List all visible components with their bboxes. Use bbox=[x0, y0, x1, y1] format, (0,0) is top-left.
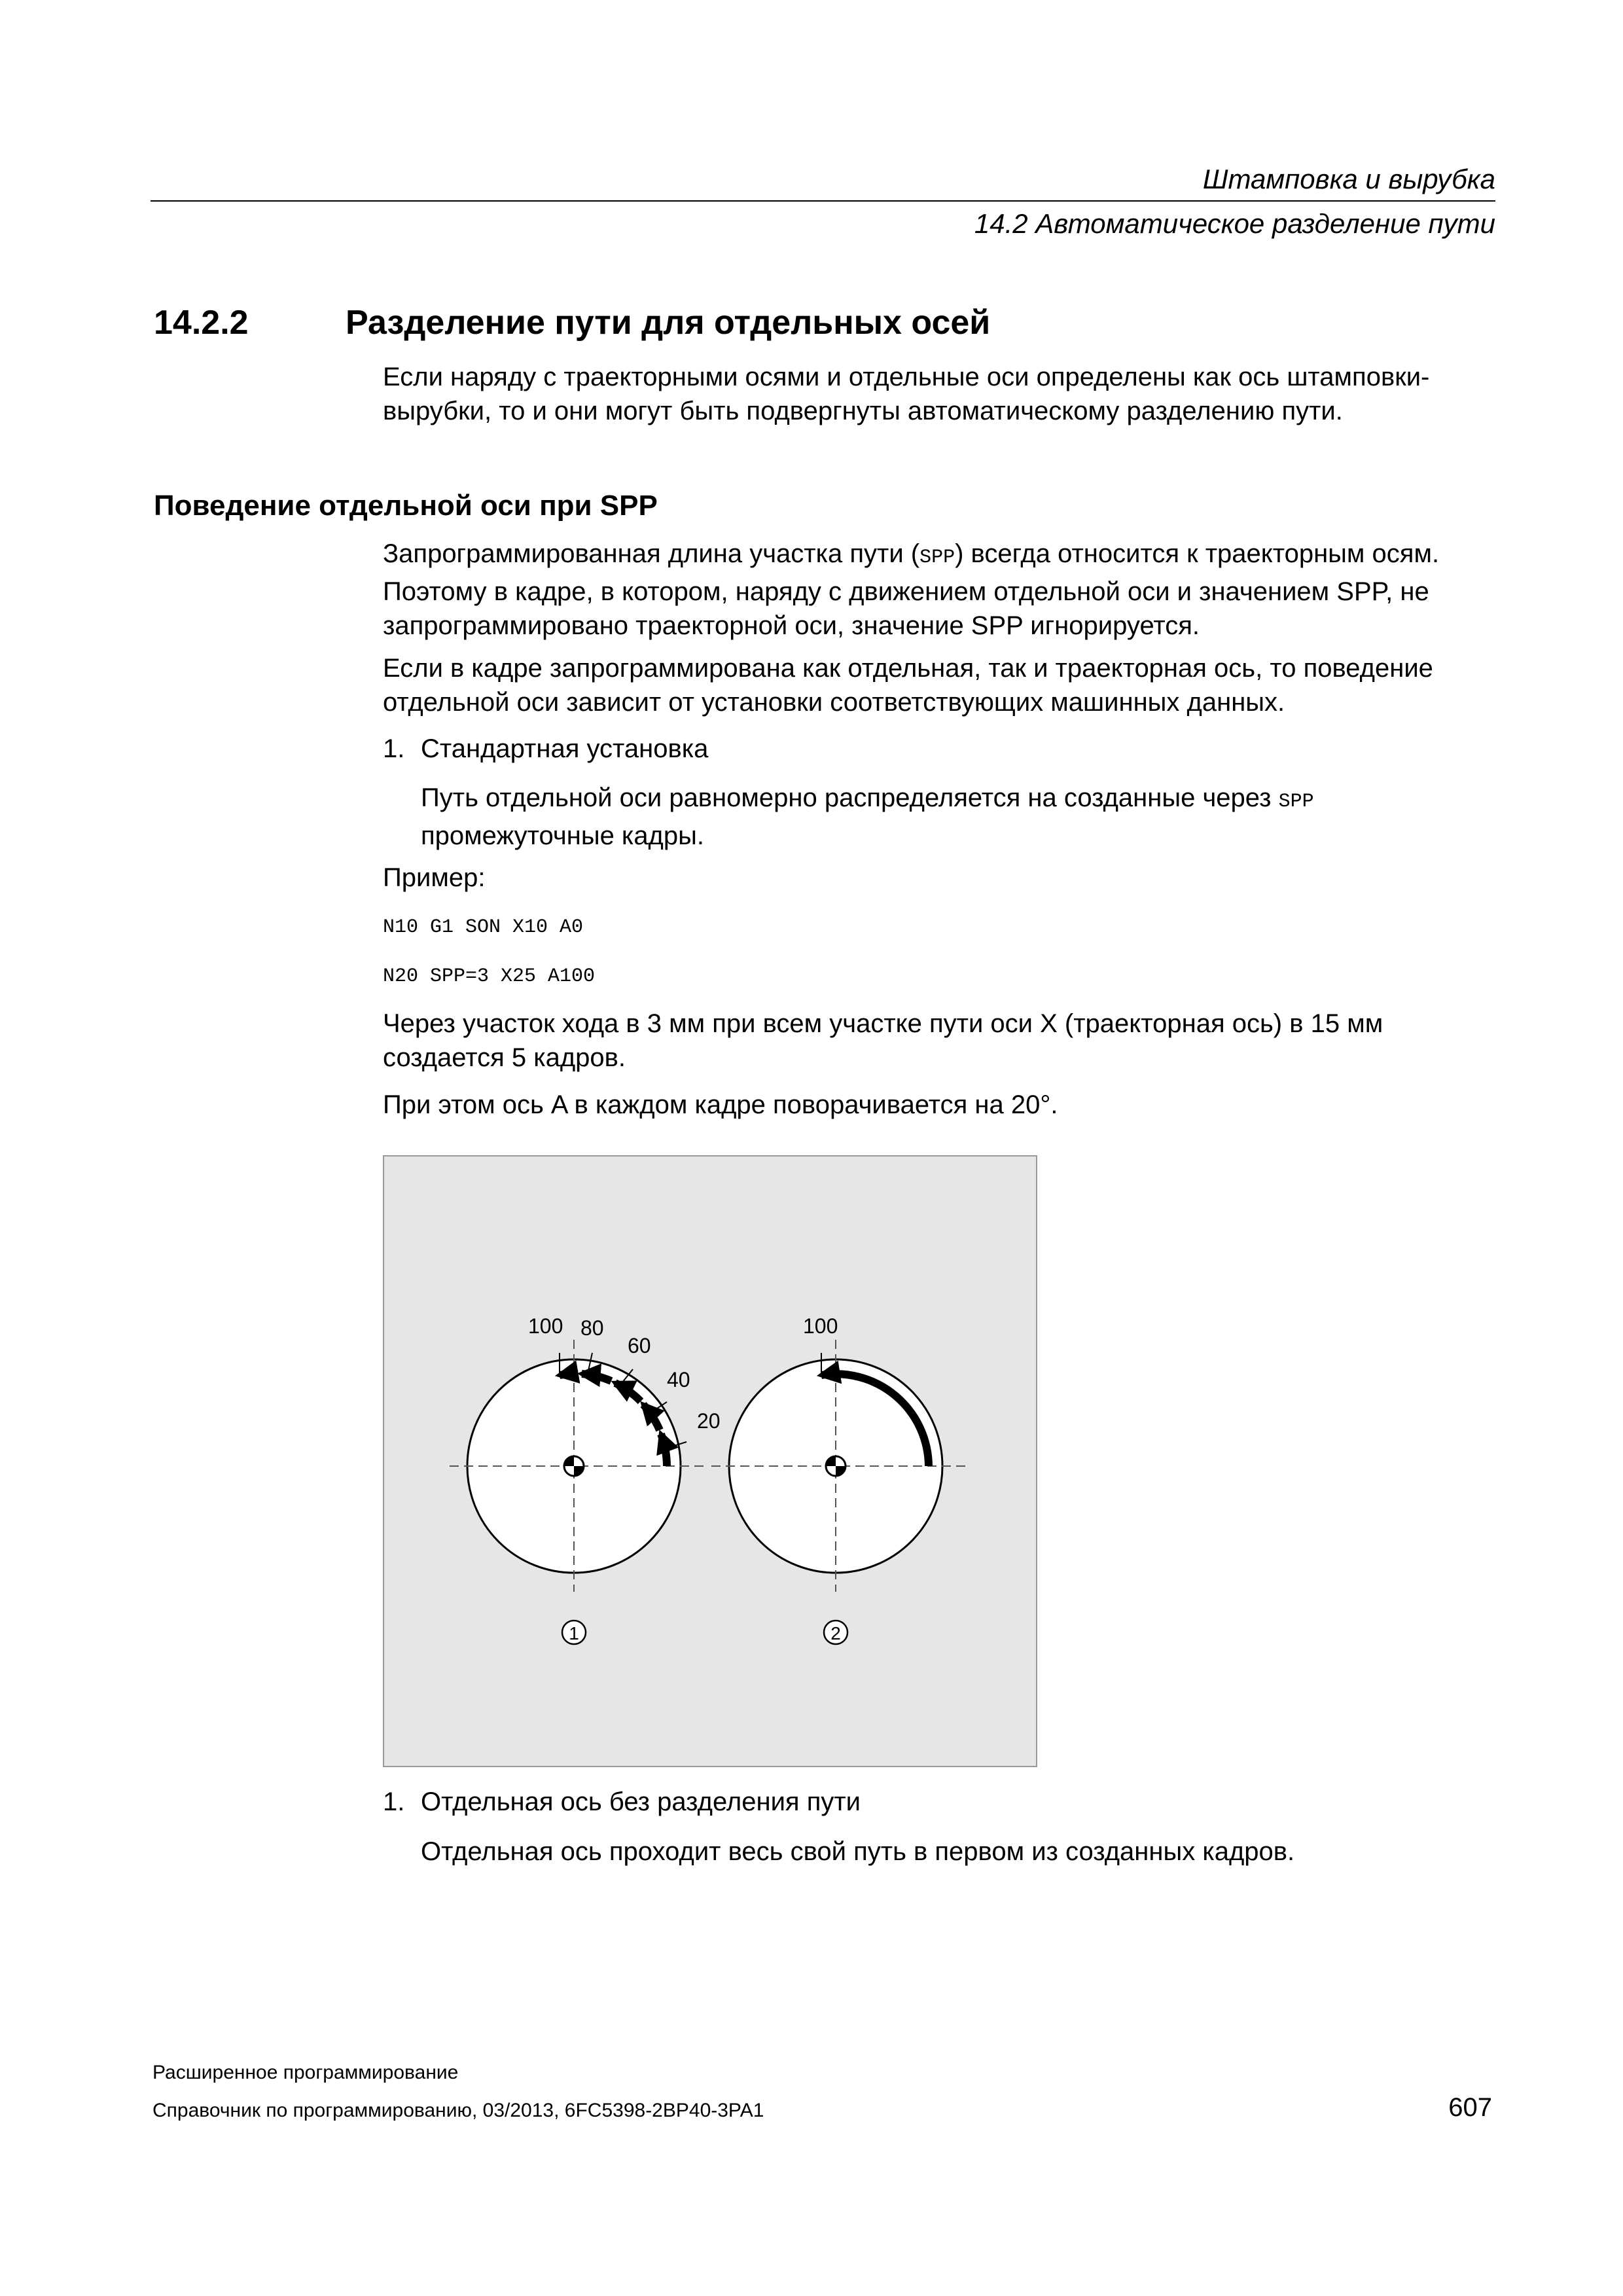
running-header-chapter: Штамповка и вырубка bbox=[1202, 164, 1495, 194]
list1-desc-pre: Путь отдельной оси равномерно распределяется на созданные через bbox=[421, 783, 1279, 812]
intro-line-1: Если наряду с траекторными осями и отдельные оси определены как ось штамповки- bbox=[383, 363, 1430, 391]
header-rule bbox=[151, 200, 1495, 202]
list2-description: Отдельная ось проходит весь свой путь в первом из созданных кадров. bbox=[421, 1837, 1295, 1866]
list1-desc-code: SPP bbox=[1278, 791, 1314, 813]
list-item-no-division bbox=[383, 1785, 1495, 1819]
intro-paragraph bbox=[383, 360, 1495, 428]
list1-number: 1. bbox=[383, 734, 405, 763]
footer-reference: Справочник по программированию, 03/2013, 6FC5398-2BP40-3PA1 bbox=[152, 2100, 764, 2121]
section-title: Разделение пути для отдельных осей bbox=[346, 304, 991, 342]
list2-label: Отдельная ось без разделения пути bbox=[421, 1787, 861, 1816]
para1-code-spp: SPP bbox=[919, 547, 955, 569]
figure-panel bbox=[383, 1155, 1037, 1767]
para1-line1-pre: Запрограммированная длина участка пути ( bbox=[383, 539, 920, 568]
figure-diagram bbox=[384, 1157, 1039, 1768]
paragraph-rotation: При этом ось A в каждом кадре поворачивается на 20°. bbox=[383, 1090, 1058, 1119]
label-40: 40 bbox=[667, 1368, 690, 1391]
diagram-left bbox=[450, 1314, 721, 1644]
para1-line-2: Поэтому в кадре, в котором, наряду с движением отдельной оси и значением SPP, не bbox=[383, 577, 1429, 606]
callout-2-label: 2 bbox=[830, 1623, 841, 1643]
list2-number: 1. bbox=[383, 1787, 405, 1816]
arc-arrow-segment-5 bbox=[560, 1374, 578, 1375]
label-100-right: 100 bbox=[803, 1314, 838, 1338]
label-60: 60 bbox=[628, 1334, 651, 1357]
para2-line-2: отдельной оси зависит от установки соответствующих машинных данных. bbox=[383, 688, 1285, 717]
footer-title: Расширенное программирование bbox=[152, 2062, 459, 2083]
paragraph-spp bbox=[383, 537, 1495, 643]
right-center-symbol bbox=[826, 1456, 846, 1476]
subheading: Поведение отдельной оси при SPP bbox=[154, 490, 658, 522]
section-number: 14.2.2 bbox=[154, 304, 249, 342]
list-item-standard bbox=[383, 732, 1495, 766]
page-number: 607 bbox=[1448, 2093, 1492, 2122]
code-line-2: N20 SPP=3 X25 A100 bbox=[383, 965, 596, 988]
callout-1-label: 1 bbox=[569, 1623, 579, 1643]
running-header-section: 14.2 Автоматическое разделение пути bbox=[974, 208, 1495, 239]
diagram-right bbox=[711, 1314, 967, 1644]
para3-line-2: создается 5 кадров. bbox=[383, 1043, 626, 1072]
paragraph-example-explanation bbox=[383, 1007, 1495, 1075]
label-100-left: 100 bbox=[528, 1314, 563, 1338]
label-80: 80 bbox=[580, 1316, 604, 1340]
intro-line-2: вырубки, то и они могут быть подвергнуты автоматическому разделению пути. bbox=[383, 397, 1343, 425]
paragraph-behavior bbox=[383, 651, 1495, 719]
code-line-1: N10 G1 SON X10 A0 bbox=[383, 916, 584, 939]
left-center-symbol bbox=[564, 1456, 584, 1476]
list1-desc-line-2: промежуточные кадры. bbox=[421, 821, 705, 850]
list1-description bbox=[421, 781, 1494, 853]
para3-line-1: Через участок хода в 3 мм при всем участке пути оси X (траекторная ось) в 15 мм bbox=[383, 1009, 1383, 1038]
list1-label: Стандартная установка bbox=[421, 734, 709, 763]
example-label: Пример: bbox=[383, 863, 486, 892]
para1-line1-post: ) всегда относится к траекторным осям. bbox=[955, 539, 1440, 568]
para2-line-1: Если в кадре запрограммирована как отдельная, так и траекторная ось, то поведение bbox=[383, 654, 1433, 683]
para1-line-3: запрограммировано траекторной оси, значение SPP игнорируется. bbox=[383, 611, 1200, 640]
label-20: 20 bbox=[697, 1409, 721, 1433]
